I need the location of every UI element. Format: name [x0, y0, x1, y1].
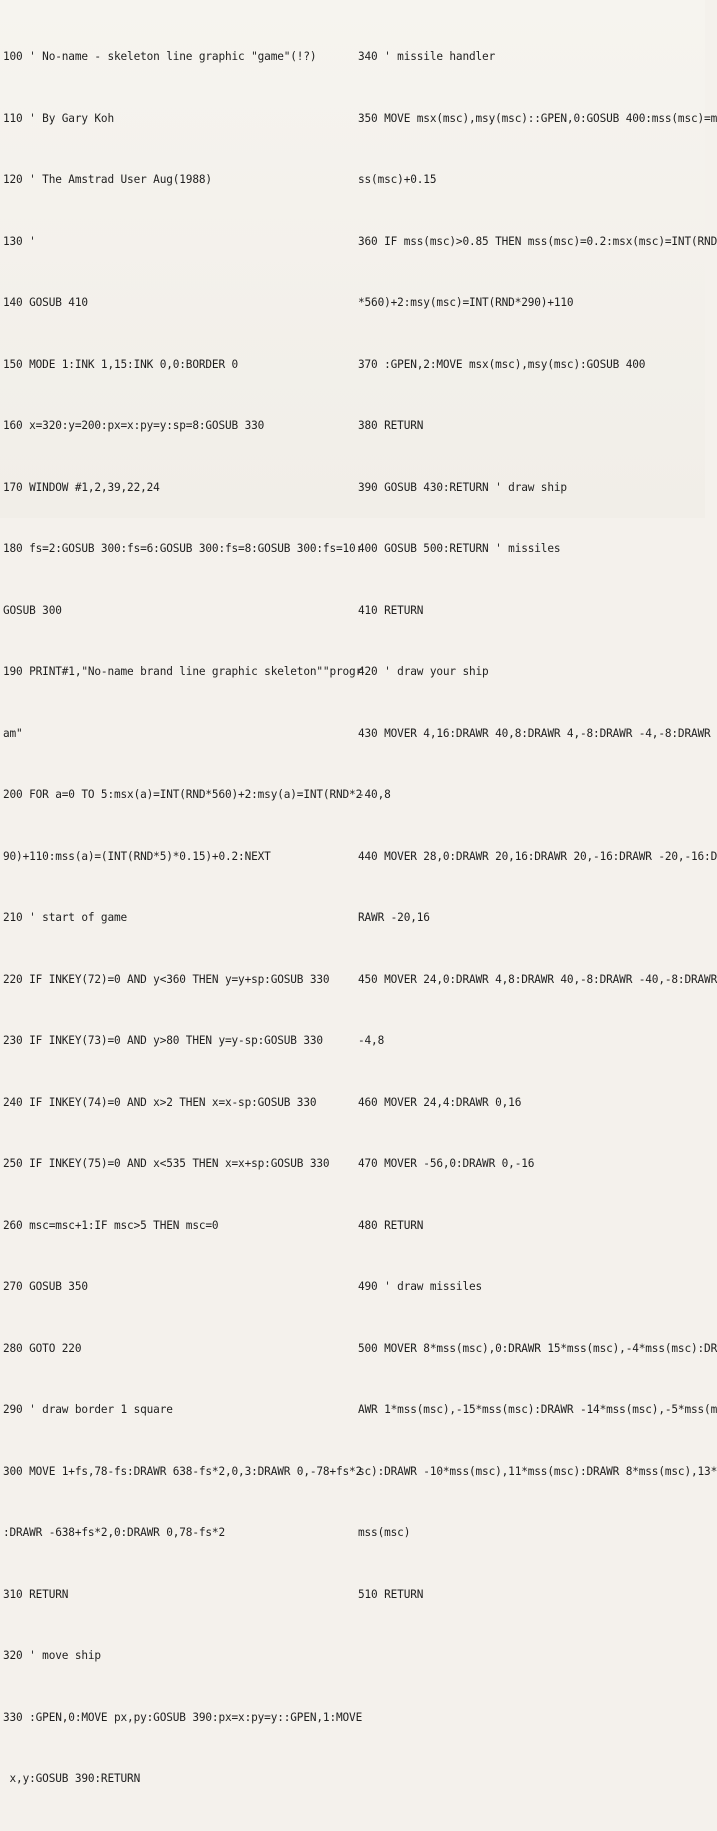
code-line: 160 x=320:y=200:px=x:py=y:sp=8:GOSUB 330	[3, 419, 265, 432]
code-line: 420 ' draw your ship	[358, 665, 489, 678]
code-line: 170 WINDOW #1,2,39,22,24	[3, 480, 160, 494]
listing-left-column	[3, 6, 363, 1831]
code-line: mss(msc)	[358, 1526, 411, 1539]
code-line: 300 MOVE 1+fs,78-fs:DRAWR 638-fs*2,0,3:DRAWR 0,-78+fs*2	[3, 1464, 363, 1478]
code-line: 150 MODE 1:INK 1,15:INK 0,0:BORDER 0	[3, 357, 239, 371]
code-line: 380 RETURN	[358, 419, 424, 432]
code-line: 360 IF mss(msc)>0.85 THEN mss(msc)=0.2:msx(msc)=INT(RND	[358, 234, 717, 248]
code-line: 480 RETURN	[358, 1218, 424, 1232]
code-line: 240 IF INKEY(74)=0 AND x>2 THEN x=x-sp:GOSUB 330	[3, 1095, 317, 1109]
code-line: 260 msc=msc+1:IF msc>5 THEN msc=0	[3, 1218, 219, 1232]
code-line: 90)+110:mss(a)=(INT(RND*5)*0.15)+0.2:NEXT	[3, 849, 271, 863]
code-line: 490 ' draw missiles	[358, 1280, 483, 1293]
code-line: sc):DRAWR -10*mss(msc),11*mss(msc):DRAWR 8*mss(msc),13*	[358, 1464, 717, 1478]
code-line: 390 GOSUB 430:RETURN ' draw ship	[358, 480, 567, 494]
code-line: 200 FOR a=0 TO 5:msx(a)=INT(RND*560)+2:msy(a)=INT(RND*2	[3, 788, 363, 801]
code-line: 250 IF INKEY(75)=0 AND x<535 THEN x=x+sp:GOSUB 330	[3, 1157, 330, 1170]
code-line: 220 IF INKEY(72)=0 AND y<360 THEN y=y+sp:GOSUB 330	[3, 972, 330, 986]
code-line: 120 ' The Amstrad User Aug(1988)	[3, 173, 212, 186]
listing-right-column	[358, 6, 717, 1646]
code-line: GOSUB 300	[3, 603, 62, 617]
code-line: AWR 1*mss(msc),-15*mss(msc):DRAWR -14*mss(msc),-5*mss(m	[358, 1403, 717, 1416]
code-line: 280 GOTO 220	[3, 1341, 82, 1355]
code-line: :DRAWR -638+fs*2,0:DRAWR 0,78-fs*2	[3, 1526, 225, 1539]
code-line: x,y:GOSUB 390:RETURN	[3, 1772, 141, 1785]
code-line: *560)+2:msy(msc)=INT(RND*290)+110	[358, 296, 574, 309]
code-line: am"	[3, 726, 23, 740]
code-line: 440 MOVER 28,0:DRAWR 20,16:DRAWR 20,-16:DRAWR -20,-16:D	[358, 849, 717, 863]
code-line: 140 GOSUB 410	[3, 296, 88, 309]
code-line: 190 PRINT#1,"No-name brand line graphic skeleton""progr	[3, 665, 363, 678]
code-line: 400 GOSUB 500:RETURN ' missiles	[358, 542, 561, 555]
code-line: 330 :GPEN,0:MOVE px,py:GOSUB 390:px=x:py=y::GPEN,1:MOVE	[3, 1710, 363, 1724]
code-line: 410 RETURN	[358, 603, 424, 617]
code-line: -4,8	[358, 1034, 385, 1047]
code-line: 130 '	[3, 234, 36, 248]
code-line: 430 MOVER 4,16:DRAWR 40,8:DRAWR 4,-8:DRAWR -4,-8:DRAWR	[358, 726, 711, 740]
code-line: 110 ' By Gary Koh	[3, 111, 114, 125]
code-line: 270 GOSUB 350	[3, 1280, 88, 1293]
code-line: 350 MOVE msx(msc),msy(msc)::GPEN,0:GOSUB 400:mss(msc)=m	[358, 111, 717, 125]
code-line: 210 ' start of game	[3, 911, 128, 924]
code-line: 450 MOVER 24,0:DRAWR 4,8:DRAWR 40,-8:DRAWR -40,-8:DRAWR	[358, 972, 717, 986]
code-line: 510 RETURN	[358, 1587, 424, 1601]
code-line: RAWR -20,16	[358, 911, 430, 924]
code-line: 230 IF INKEY(73)=0 AND y>80 THEN y=y-sp:GOSUB 330	[3, 1034, 323, 1047]
code-line: 460 MOVER 24,4:DRAWR 0,16	[358, 1095, 522, 1109]
code-line: 470 MOVER -56,0:DRAWR 0,-16	[358, 1157, 535, 1170]
code-line: 340 ' missile handler	[358, 50, 496, 63]
code-line: 500 MOVER 8*mss(msc),0:DRAWR 15*mss(msc),-4*mss(msc):DR	[358, 1341, 717, 1355]
code-line: 370 :GPEN,2:MOVE msx(msc),msy(msc):GOSUB 400	[358, 357, 646, 371]
code-line: 290 ' draw border 1 square	[3, 1403, 173, 1416]
code-line: ss(msc)+0.15	[358, 173, 437, 186]
code-line: 310 RETURN	[3, 1587, 69, 1601]
code-line: 320 ' move ship	[3, 1649, 101, 1662]
code-line: 100 ' No-name - skeleton line graphic "game"(!?)	[3, 50, 317, 63]
code-line: -40,8	[358, 788, 391, 801]
code-line: 180 fs=2:GOSUB 300:fs=6:GOSUB 300:fs=8:GOSUB 300:fs=10:	[3, 542, 363, 555]
